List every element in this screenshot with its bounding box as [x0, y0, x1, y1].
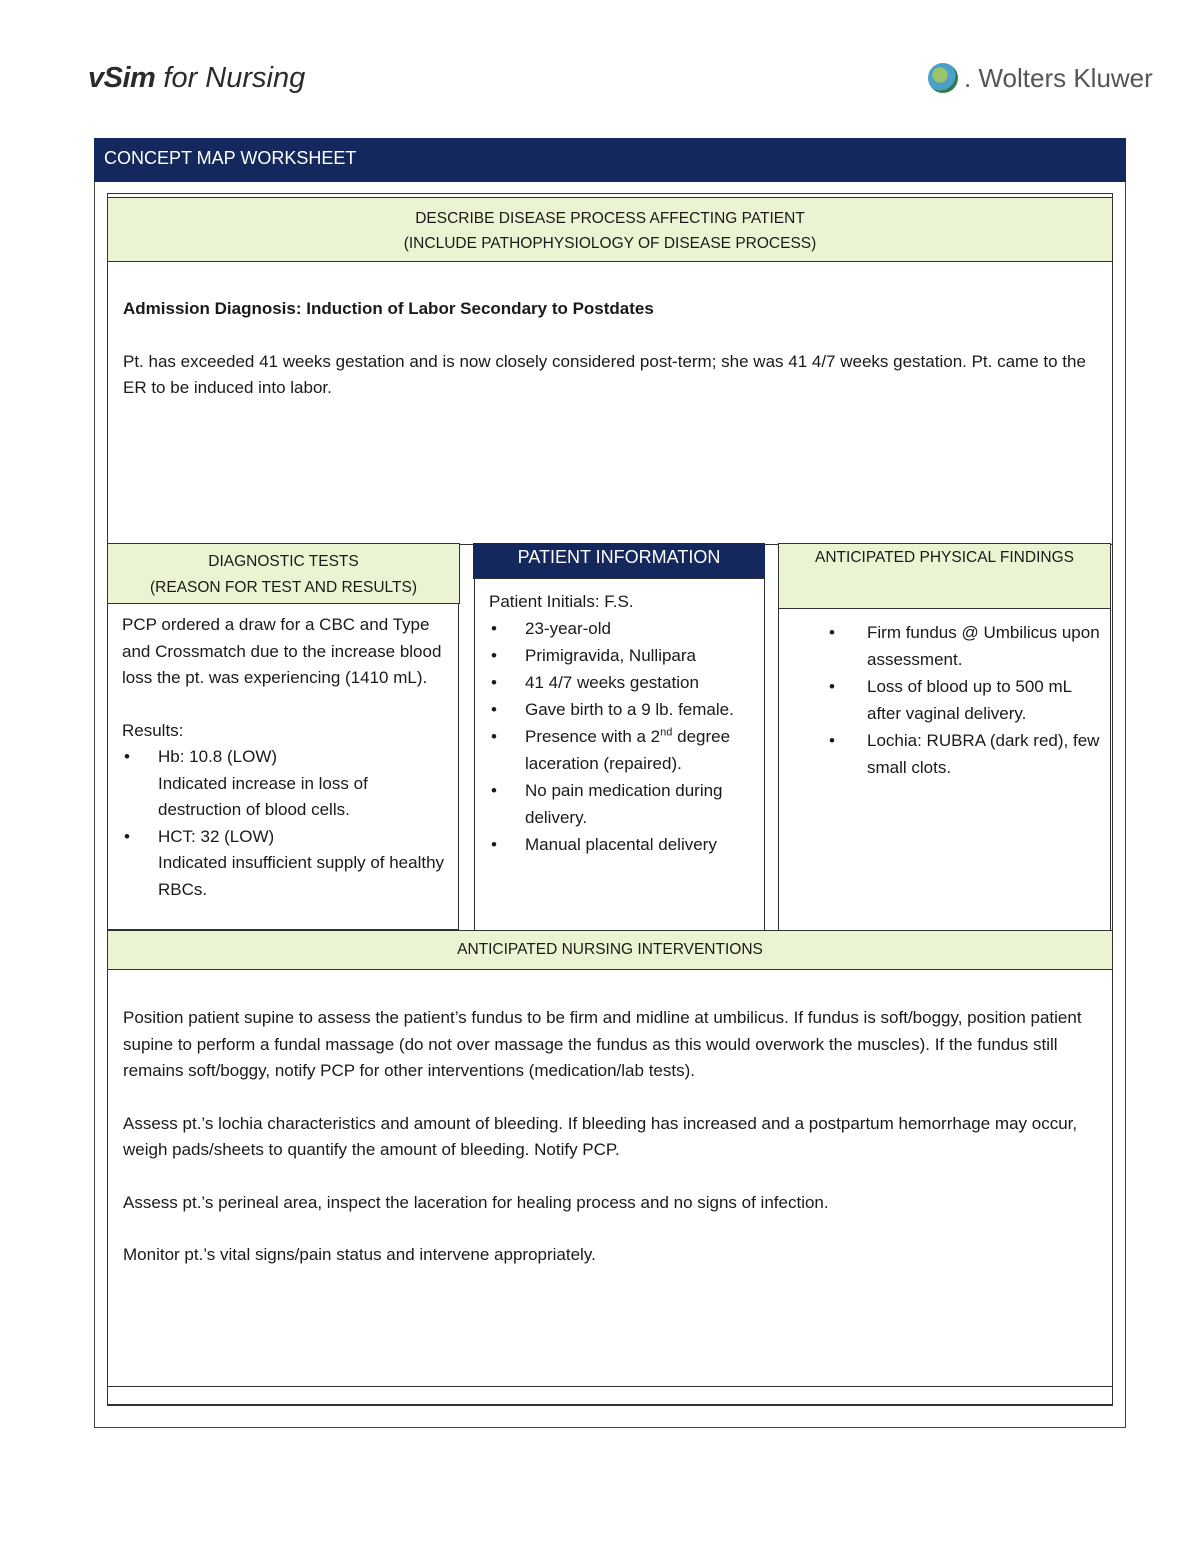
list-item [122, 744, 448, 824]
physical-findings-body [778, 608, 1111, 934]
disease-process-body [107, 261, 1113, 545]
list-item [489, 723, 758, 777]
list-item: • Gave birth to a 9 lb. female. [489, 696, 758, 723]
intervention-paragraph: Assess pt.’s lochia characteristics and amount of bleeding. If bleeding has increased and a postpartum hemorrhage may occur, weigh pads/sheets to quantify the amount of bleeding. Notify PCP. [123, 1113, 1078, 1159]
patient-information-body [474, 578, 765, 932]
diagnostic-header-line1: DIAGNOSTIC TESTS [208, 553, 359, 570]
results-label: Results: [122, 720, 184, 740]
laceration-superscript: nd [660, 726, 673, 739]
disease-description: Pt. has exceeded 41 weeks gestation and is now closely considered post-term; she was 41 4/7 weeks gestation. Pt. came to the ER to be induced into labor. [123, 352, 1086, 397]
patient-information-header: PATIENT INFORMATION [473, 543, 765, 579]
worksheet-title: CONCEPT MAP WORKSHEET [94, 138, 1126, 182]
intervention-paragraph: Assess pt.’s perineal area, inspect the laceration for healing process and no signs of infection. [123, 1192, 829, 1212]
laceration-prefix: Presence with a 2 [525, 727, 661, 746]
wolters-kluwer-emblem-icon [928, 63, 958, 93]
result-title: • Hb: 10.8 (LOW) [158, 747, 278, 766]
physical-findings-list [799, 619, 1102, 781]
result-note: Indicated insufficient supply of healthy RBCs. [158, 853, 445, 899]
disease-header-line2: (INCLUDE PATHOPHYSIOLOGY OF DISEASE PROCESS) [403, 235, 817, 252]
nursing-interventions-body [107, 969, 1113, 1387]
list-item: • Loss of blood up to 500 mL after vaginal delivery. [799, 673, 1102, 727]
intervention-paragraph: Position patient supine to assess the patient’s fundus to be firm and midline at umbilicus. If fundus is soft/boggy, position patient supine to perform a fundal massage (do not over massage the fundus as this would overwork the muscles). If the fundus still remains soft/boggy, notify PCP for other interventions (medication/lab tests). [123, 1008, 1082, 1080]
diagnostic-intro: PCP ordered a draw for a CBC and Type and Crossmatch due to the increase blood loss the pt. was experiencing (1410 mL). [122, 615, 442, 687]
diagnostic-tests-body [107, 603, 459, 930]
list-item: • Firm fundus @ Umbilicus upon assessment. [799, 619, 1102, 673]
diagnostic-header-line2: (REASON FOR TEST AND RESULTS) [150, 579, 417, 596]
laceration-text: degree laceration (repaired). [525, 727, 731, 773]
list-item: • 41 4/7 weeks gestation [489, 669, 758, 696]
diagnostic-tests-header [107, 543, 460, 604]
vsim-logo-rest: for Nursing [155, 62, 306, 94]
vsim-logo-bold: vSim [88, 62, 156, 94]
patient-info-list [489, 615, 758, 858]
list-item: • Lochia: RUBRA (dark red), few small clots. [799, 727, 1102, 781]
disease-header-line1: DESCRIBE DISEASE PROCESS AFFECTING PATIENT [415, 210, 805, 227]
wolters-kluwer-logo [928, 60, 1153, 96]
results-list [122, 744, 448, 903]
intervention-paragraph: Monitor pt.’s vital signs/pain status and intervene appropriately. [123, 1245, 596, 1264]
list-item: • No pain medication during delivery. [489, 777, 758, 831]
patient-initials: Patient Initials: F.S. [489, 592, 634, 611]
admission-diagnosis: Admission Diagnosis: Induction of Labor Secondary to Postdates [123, 299, 654, 318]
vsim-logo [88, 62, 305, 95]
list-item: • Primigravida, Nullipara [489, 642, 758, 669]
result-title: • HCT: 32 (LOW) [158, 826, 275, 846]
wolters-kluwer-text: . Wolters Kluwer [964, 62, 1153, 93]
physical-findings-header: ANTICIPATED PHYSICAL FINDINGS [778, 543, 1111, 609]
nursing-interventions-header: ANTICIPATED NURSING INTERVENTIONS [107, 930, 1113, 970]
list-item [122, 824, 448, 904]
list-item: • Manual placental delivery [489, 831, 758, 858]
bottom-divider [107, 1386, 1113, 1406]
list-item: • 23-year-old [489, 615, 758, 642]
disease-process-header [107, 197, 1113, 262]
result-note: Indicated increase in loss of destruction of blood cells. [158, 773, 368, 819]
